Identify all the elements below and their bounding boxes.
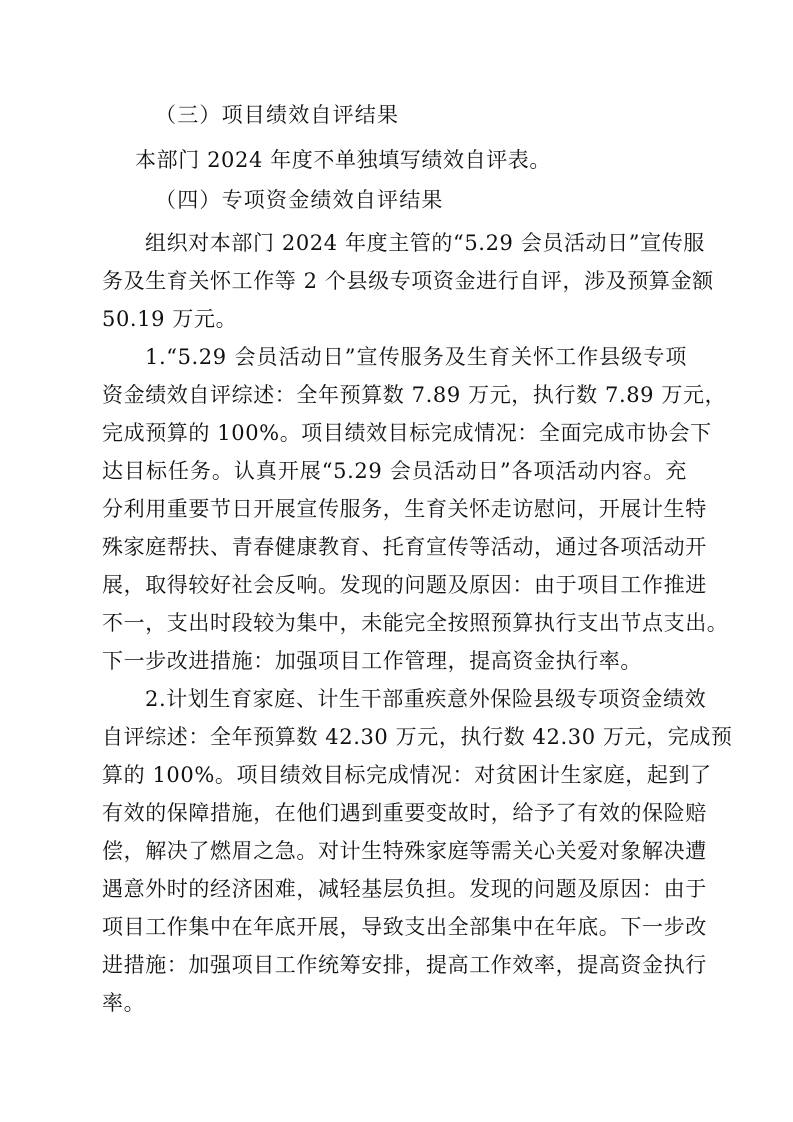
section-heading-4: （四）专项资金绩效自评结果 [155,188,444,212]
item1-line: 1.“5.29 会员活动日”宣传服务及生育关怀工作县级专项 [145,345,687,369]
item2-line: 遇意外时的经济困难，减轻基层负担。发现的问题及原因：由于 [102,877,707,901]
section-3-body: 本部门 2024 年度不单独填写绩效自评表。 [135,148,551,172]
item2-line: 偿，解决了燃眉之急。对计生特殊家庭等需关心关爱对象解决遭 [102,839,707,863]
item2-line: 有效的保障措施，在他们遇到重要变故时，给予了有效的保险赔 [102,801,707,825]
item2-line: 项目工作集中在年底开展，导致支出全部集中在年底。下一步改 [102,915,707,939]
item1-line: 殊家庭帮扶、青春健康教育、托育宣传等活动，通过各项活动开 [102,535,707,559]
item1-line: 不一，支出时段较为集中，未能完全按照预算执行支出节点支出。 [102,611,729,635]
section-heading-3: （三）项目绩效自评结果 [155,103,400,127]
intro-line: 务及生育关怀工作等 2 个县级专项资金进行自评，涉及预算金额 [102,269,714,293]
item1-line: 下一步改进措施：加强项目工作管理，提高资金执行率。 [102,649,642,673]
item2-line: 2.计划生育家庭、计生干部重疾意外保险县级专项资金绩效 [145,687,707,711]
item1-line: 资金绩效自评综述：全年预算数 7.89 万元，执行数 7.89 万元， [102,383,727,407]
intro-line: 组织对本部门 2024 年度主管的“5.29 会员活动日”宣传服 [145,231,705,255]
item1-line: 展，取得较好社会反响。发现的问题及原因：由于项目工作推进 [102,573,707,597]
item2-line: 率。 [102,991,146,1015]
item1-line: 完成预算的 100%。项目绩效目标完成情况：全面完成市协会下 [102,421,712,445]
item2-line: 自评综述：全年预算数 42.30 万元，执行数 42.30 万元，完成预 [102,725,733,749]
intro-line: 50.19 万元。 [102,307,238,331]
item1-line: 分利用重要节日开展宣传服务，生育关怀走访慰问，开展计生特 [102,497,707,521]
item1-line: 达目标任务。认真开展“5.29 会员活动日”各项活动内容。充 [102,459,687,483]
item2-line: 进措施：加强项目工作统筹安排，提高工作效率，提高资金执行 [102,953,707,977]
item2-line: 算的 100%。项目绩效目标完成情况：对贫困计生家庭，起到了 [102,763,712,787]
